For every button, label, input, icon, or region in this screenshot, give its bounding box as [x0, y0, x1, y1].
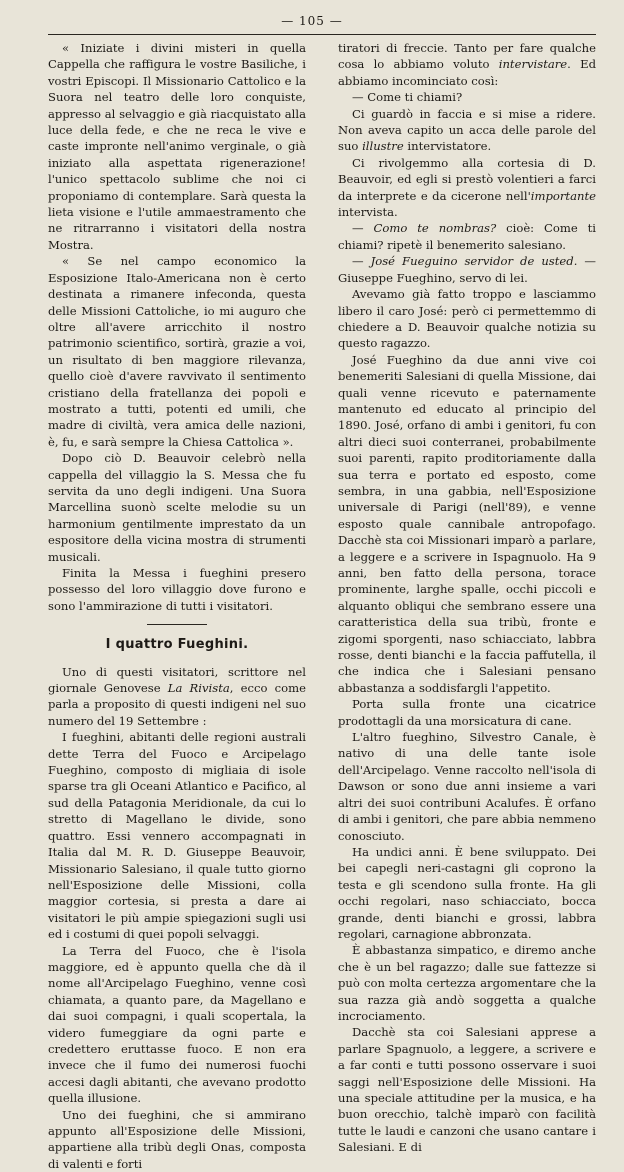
paragraph: È abbastanza simpatico, e diremo anche che è un bel ragazzo; dalle sue fattezze si può con molta certezza argomentare che la sua razza già andò soggetta a qualche incrociamento. [338, 943, 596, 1023]
text-run: cioè: Come ti chiami? ripetè il benemerito salesiano. [338, 221, 597, 252]
text-run: intervista. [338, 205, 398, 220]
paragraph: « Se nel campo economico la Esposizione Italo-Americana non è certo destinata a rimanere infeconda, questa delle Missioni Cattoliche, io mi auguro che oltre all'avere arricchito il nostro patrimonio scientifico, sortirà, grazie a voi, un risultato di ben maggiore rilevanza, quello cioè d'avere ravvivato il sentimento cristiano della fratellanza dei popoli e mostrato a tutti, potenti ed umili, che madre di civiltà, vera amica delle nazioni, è, fu, e sarà sempre la Chiesa Cattolica ». [48, 254, 306, 449]
paragraph [338, 220, 596, 253]
text-run: — [352, 254, 364, 269]
text-run: intervistatore. [407, 139, 492, 154]
text-run: Ci rivolgemmo alla cortesia di D. Beauvoir, ed egli si prestò volentieri a farci da interprete e da cicerone nell' [338, 155, 596, 203]
italic-run: illustre [362, 139, 404, 154]
paragraph: Avevamo già fatto troppo e lasciammo libero il caro José: però ci permettemmo di chiedere a D. Beauvoir qualche notizia su questo ragazzo. [338, 287, 596, 351]
section-divider [147, 624, 207, 625]
paragraph: Dacchè sta coi Salesiani apprese a parlare Spagnuolo, a leggere, a scrivere e a far conti e tutti possono osservare i suoi saggi nell'Esposizione delle Missioni. Ha una speciale attitudine per la musica, e ha buon orecchio, talchè imparò con facilità tutte le laudi e canzoni che usano cantare i Salesiani. E di [338, 1025, 596, 1155]
paragraph: Finita la Messa i fueghini presero possesso del loro villaggio dove furono e sono l'ammirazione di tutti i visitatori. [48, 566, 306, 613]
paragraph: — Come ti chiami? [352, 90, 463, 105]
italic-run: José Fueguino servidor de usted. [370, 254, 578, 269]
section-title: I quattro Fueghini. [105, 637, 249, 653]
right-column [338, 40, 596, 1156]
paragraph: La Terra del Fuoco, che è l'isola maggiore, ed è appunto quella che dà il nome all'Arcipelago Fueghino, venne così chiamata, a quanto pare, da Magellano e dai suoi compagni, i quali scopertala, la videro fumeggiare da ogni parte e credettero eruttasse fuoco. E non era invece che il fumo dei numerosi fuochi accesi dagli abitanti, che avevano prodotto quella illusione. [48, 943, 306, 1106]
paragraph: José Fueghino da due anni vive coi benemeriti Salesiani di quella Missione, dai quali venne ricevuto e paternamente mantenuto ed educato al principio del 1890. José, orfano di ambi i genitori, fu con altri dieci suoi conterranei, probabilmente suoi parenti, rapito proditoriamente dalla sua terra e portato ed esposto, come sembra, in una gabbia, nell'Esposizione universale di Parigi (nell'89), e venne esposto quale cannibale antropofago. Dacchè sta coi Missionari imparò a parlare, a leggere e a scrivere in Ispagnuolo. Ha 9 anni, ben fatto della persona, torace prominente, larghe spalle, occhi piccoli e alquanto obliqui che sembrano essere una caratteristica della sua tribù, fronte e zigomi sporgenti, naso schiacciato, labbra rosse, denti bianchi e la faccia paffutella, il che indica che i Salesiani pensano abbastanza a soddisfargli l'appetito. [338, 352, 596, 695]
left-column [48, 40, 306, 1172]
text-run: . Ed abbiamo incominciato così: [338, 57, 596, 88]
paragraph: Porta sulla fronte una cicatrice prodottagli da una morsicatura di cane. [338, 697, 596, 728]
text-run: tiratori di freccie. Tanto per fare qualche cosa lo abbiamo voluto [338, 41, 596, 72]
paragraph [338, 106, 596, 155]
intro-text: , ecco come parla a proposito di questi indigeni nel suo numero del 19 Settembre : [48, 681, 306, 728]
paragraph [338, 253, 596, 286]
italic-run: intervistare [498, 57, 568, 72]
italic-run: importante [530, 188, 596, 203]
text-run: Ci guardò in faccia e si mise a ridere. Non aveva capito un acca delle parole del suo [338, 106, 596, 154]
page-number: — 105 — [281, 14, 343, 28]
paragraph: Dopo ciò D. Beauvoir celebrò nella cappella del villaggio la S. Messa che fu servita da uno degli indigeni. Una Suora Marcellina suonò scelte melodie su un harmonium gentilmente imprestato da un espositore della vicina mostra di strumenti musicali. [48, 451, 306, 564]
header-rule [48, 34, 596, 35]
intro-text: Uno di questi visitatori, scrittore nel giornale Genovese [48, 664, 306, 696]
italic-run: Como te nombras? [373, 221, 497, 236]
paragraph [338, 155, 596, 221]
paragraph: Uno dei fueghini, che si ammirano appunto all'Esposizione delle Missioni, appartiene alla tribù degli Onas, composta di valenti e forti [48, 1107, 306, 1171]
paragraph: « Iniziate i divini misteri in quella Cappella che raffigura le vostre Basiliche, i vostri Episcopi. Il Missionario Cattolico e la Suora nel teatro delle loro conquiste, appresso al selvaggio e già riacquistato alla luce della fede, e che ne reca le vive e caste impronte nell'animo verginale, o già iniziato alla aspettata rigenerazione! l'unico spettacolo sublime che noi ci proponiamo di contemplare. Sarà questa la lieta visione e l'utile ammaestramento che ne ritrarranno i visitatori della nostra Mostra. [48, 41, 306, 252]
paragraph [338, 40, 596, 89]
paragraph: L'altro fueghino, Silvestro Canale, è nativo di una delle tante isole dell'Arcipelago. Venne raccolto nell'isola di Dawson or sono due anni insieme a vari altri dei suoi contribuni Acalufes. È orfano di ambi i genitori, che pare abbia nemmeno conosciuto. [338, 730, 596, 843]
paragraph: Ha undici anni. È bene sviluppato. Dei bei capegli neri-castagni gli coprono la testa e gli scendono sulla fronte. Ha gli occhi regolari, naso schiacciato, bocca grande, denti bianchi e grossi, labbra regolari, carnagione abbronzata. [338, 844, 596, 941]
text-run: — [352, 221, 364, 236]
paragraph [48, 664, 306, 730]
newspaper-title: La Rivista [167, 681, 230, 696]
text-run: — Giuseppe Fueghino, servo di lei. [338, 254, 596, 285]
paragraph: I fueghini, abitanti delle regioni australi dette Terra del Fuoco e Arcipelago Fueghino, composto di migliaia di isole sparse tra gli Oceani Atlantico e Pacifico, al sud della Patagonia Meridionale, da cui lo stretto di Magellano le divide, sono quattro. Essi vennero accompagnati in Italia dal M. R. D. Giuseppe Beauvoir, Missionario Salesiano, il quale tutto giorno nell'Esposizione delle Missioni, colla maggior cortesia, si presta a dare ai visitatori le più ampie spiegazioni sugli usi ed i costumi di quei popoli selvaggi. [48, 730, 306, 942]
